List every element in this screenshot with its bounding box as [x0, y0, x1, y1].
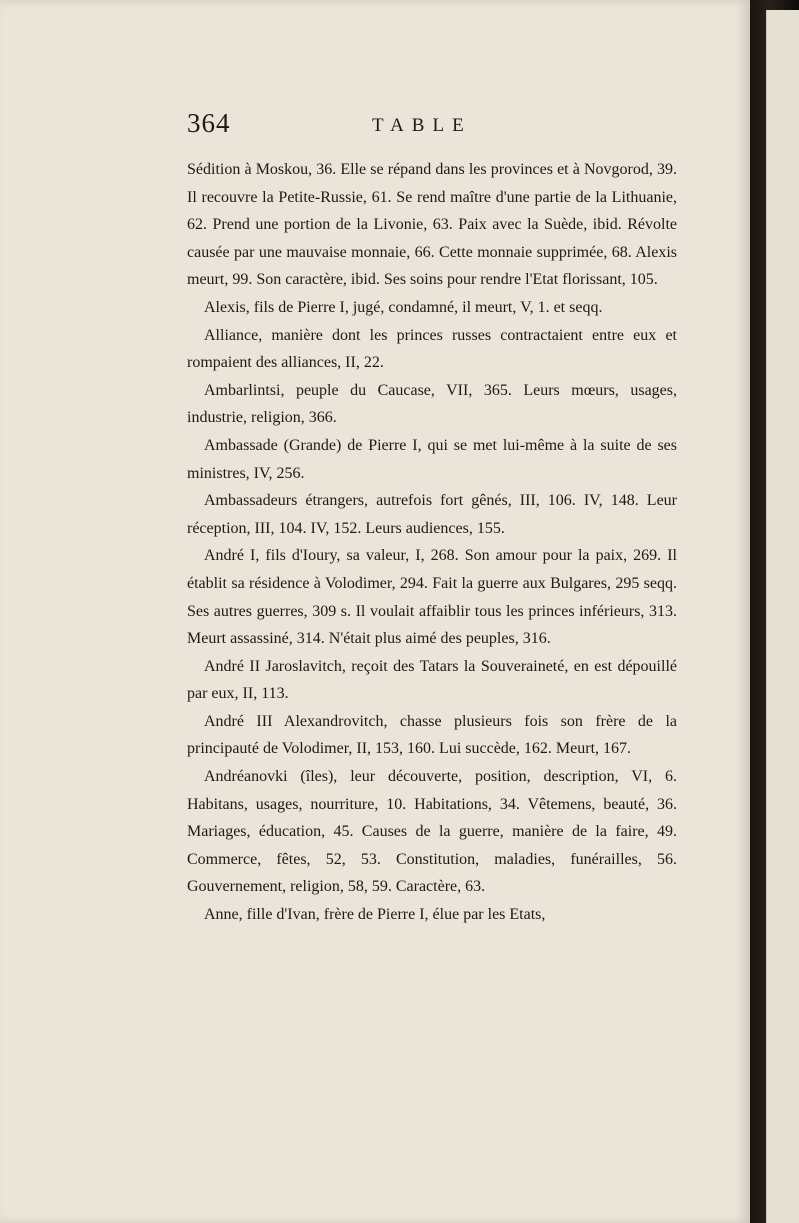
index-entry: Ambarlintsi, peuple du Caucase, VII, 365. Leurs mœurs, usages, industrie, religion, 366.: [187, 381, 677, 427]
index-entry: Ambassadeurs étrangers, autrefois fort gênés, III, 106. IV, 148. Leur réception, III, 104. IV, 152. Leurs audiences, 155.: [187, 492, 677, 537]
index-entry: Anne, fille d'Ivan, frère de Pierre I, élue par les Etats,: [204, 906, 546, 924]
index-entry: André I, fils d'Ioury, sa valeur, I, 268. Son amour pour la paix, 269. Il établit sa résidence à Volodimer, 294. Fait la guerre aux Bulgares, 295 seqq. Ses autres guerres, 309 s. Il voulait affaiblir tous les princes inférieurs, 313. Meurt assassiné, 314. N'était plus aimé des peuples, 316.: [187, 547, 677, 648]
index-entry: Alexis, fils de Pierre I, jugé, condamné, il meurt, V, 1. et seqq.: [204, 298, 603, 316]
facing-page-edge: [766, 10, 799, 1223]
index-text: [187, 156, 677, 929]
page-number: 364: [187, 108, 231, 138]
running-title: TABLE: [372, 115, 472, 136]
index-entry: André II Jaroslavitch, reçoit des Tatars la Souveraineté, en est dépouillé par eux, II, 113.: [187, 657, 677, 703]
index-entry: Andréanovki (îles), leur découverte, position, description, VI, 6. Habitans, usages, nourriture, 10. Habitations, 34. Vêtemens, beauté, 36. Mariages, éducation, 45. Causes de la guerre, manière de la faire, 49. Commerce, fêtes, 52, 53. Constitution, maladies, funérailles, 56. Gouvernement, religion, 58, 59. Caractère, 63.: [187, 768, 677, 896]
index-entry: André III Alexandrovitch, chasse plusieurs fois son frère de la principauté de Volodimer, II, 153, 160. Lui succède, 162. Meurt, 167.: [187, 712, 677, 758]
index-entry: Sédition à Moskou, 36. Elle se répand dans les provinces et à Novgorod, 39. Il recouvre la Petite-Russie, 61. Se rend maître d'une partie de la Lithuanie, 62. Prend une portion de la Livonie, 63. Paix avec la Suède, ibid. Révolte causée par une mauvaise monnaie, 66. Cette monnaie supprimée, 68. Alexis meurt, 99. Son caractère, ibid. Ses soins pour rendre l'Etat florissant, 105.: [187, 161, 677, 289]
index-entry: Ambassade (Grande) de Pierre I, qui se met lui-même à la suite de ses ministres, IV, 256.: [187, 436, 677, 482]
index-entry: Alliance, manière dont les princes russes contractaient entre eux et rompaient des alliances, II, 22.: [187, 326, 677, 372]
page-header: [187, 108, 687, 148]
